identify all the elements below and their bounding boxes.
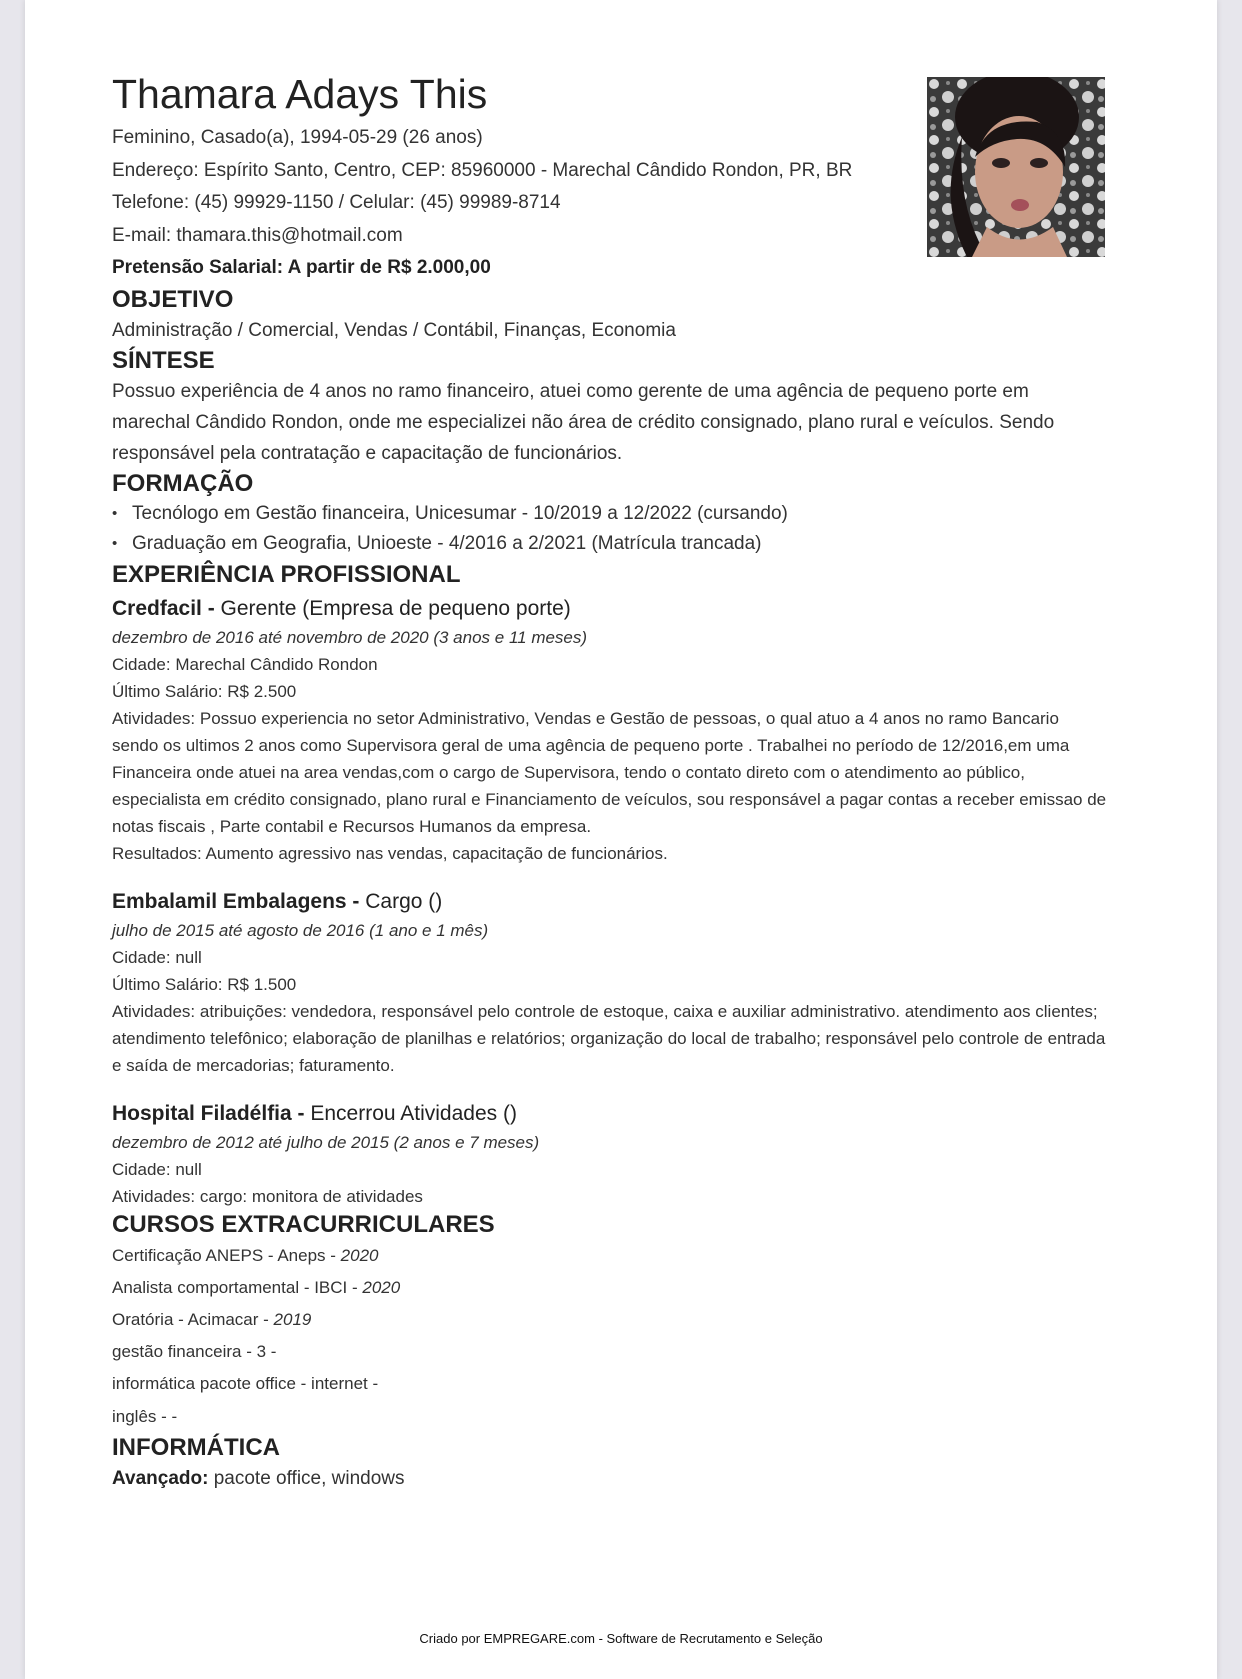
section-title-cursos: CURSOS EXTRACURRICULARES	[112, 1210, 495, 1238]
sintese-text: Possuo experiência de 4 anos no ramo financeiro, atuei como gerente de uma agência de pequeno porte em marechal Cândido Rondon, onde me especializei não área de crédito consignado, plano rural e veículos. Sendo responsável pela contratação e capacitação de funcionários.	[112, 380, 1055, 464]
job-activities: Atividades: atribuições: vendedora, responsável pelo controle de estoque, caixa e auxiliar administrativo. atendimento aos clientes; atendimento telefônico; elaboração de planilhas e relatórios; organização do local de trabalho; responsável pelo controle de entrada e saída de mercadorias; faturamento.	[112, 1001, 1106, 1075]
informatica-level: Avançado:	[112, 1467, 209, 1489]
job-entry	[112, 594, 1107, 867]
job-title	[112, 1099, 1107, 1129]
salary-expectation: Pretensão Salarial: A partir de R$ 2.000,00	[112, 257, 491, 278]
course-text: Certificação ANEPS - Aneps -	[112, 1245, 341, 1265]
email-info: E-mail: thamara.this@hotmail.com	[112, 224, 403, 246]
job-company: Embalamil Embalagens -	[112, 889, 360, 913]
course-item	[112, 1401, 1107, 1433]
section-title-objetivo: OBJETIVO	[112, 285, 234, 313]
job-role: Cargo ()	[359, 889, 443, 913]
course-item	[112, 1368, 1107, 1400]
course-item	[112, 1272, 1107, 1304]
section-title-experiencia: EXPERIÊNCIA PROFISSIONAL	[112, 560, 461, 588]
formacao-item: • Graduação em Geografia, Unioeste - 4/2016 a 2/2021 (Matrícula trancada)	[112, 529, 1107, 560]
job-title	[112, 594, 1107, 624]
section-title-informatica: INFORMÁTICA	[112, 1433, 280, 1461]
job-results: Resultados: Aumento agressivo nas vendas, capacitação de funcionários.	[112, 843, 668, 863]
formacao-list	[112, 499, 1107, 560]
candidate-name: Thamara Adays This	[112, 71, 488, 117]
job-salary: Último Salário: R$ 1.500	[112, 974, 297, 994]
job-role: Gerente (Empresa de pequeno porte)	[214, 596, 571, 620]
resume-content	[112, 68, 1107, 1495]
objetivo-text: Administração / Comercial, Vendas / Contábil, Finanças, Economia	[112, 319, 676, 341]
job-entry	[112, 887, 1107, 1079]
cursos-list	[112, 1240, 1107, 1433]
course-text: gestão financeira - 3 -	[112, 1342, 277, 1362]
course-year: 2019	[273, 1309, 312, 1329]
course-item	[112, 1304, 1107, 1336]
job-period: dezembro de 2016 até novembro de 2020 (3 anos e 11 meses)	[112, 627, 588, 647]
phone-info: Telefone: (45) 99929-1150 / Celular: (45) 99989-8714	[112, 192, 561, 213]
job-title	[112, 887, 1107, 917]
job-period: dezembro de 2012 até julho de 2015 (2 anos e 7 meses)	[112, 1132, 540, 1152]
footer-credit: Criado por EMPREGARE.com - Software de Recrutamento e Seleção	[419, 1631, 823, 1646]
course-text: Oratória - Acimacar -	[112, 1309, 274, 1329]
job-role: Encerrou Atividades ()	[304, 1101, 517, 1125]
job-city: Cidade: Marechal Cândido Rondon	[112, 654, 378, 674]
job-entry	[112, 1099, 1107, 1210]
course-year: 2020	[362, 1277, 401, 1297]
job-salary: Último Salário: R$ 2.500	[112, 681, 297, 701]
job-company: Hospital Filadélfia -	[112, 1101, 305, 1125]
course-text: Analista comportamental - IBCI -	[112, 1277, 363, 1297]
job-city: Cidade: null	[112, 1159, 202, 1179]
personal-info: Feminino, Casado(a), 1994-05-29 (26 anos)	[112, 127, 483, 148]
course-item	[112, 1336, 1107, 1368]
job-company: Credfacil -	[112, 596, 215, 620]
job-city: Cidade: null	[112, 947, 202, 967]
informatica-skills	[112, 1463, 1107, 1495]
job-activities: Atividades: Possuo experiencia no setor Administrativo, Vendas e Gestão de pessoas, o qual atuo a 4 anos no ramo Bancario sendo os ultimos 2 anos como Supervisora geral de uma agência de pequeno porte . Trabalhei no período de 12/2016,em uma Financeira onde atuei na area vendas,com o cargo de Supervisora, tendo o contato direto com o atendimento ao público, especialista em crédito consignado, plano rural e Financiamento de veículos, sou responsável a pagar contas a receber emissao de notas fiscais , Parte contabil e Recursos Humanos da empresa.	[112, 708, 1107, 836]
address-info: Endereço: Espírito Santo, Centro, CEP: 85960000 - Marechal Cândido Rondon, PR, BR	[112, 159, 853, 181]
course-text: inglês - -	[112, 1406, 178, 1426]
section-title-sintese: SÍNTESE	[112, 346, 215, 374]
formacao-item: • Tecnólogo em Gestão financeira, Unicesumar - 10/2019 a 12/2022 (cursando)	[112, 499, 1107, 530]
course-item	[112, 1240, 1107, 1272]
job-period: julho de 2015 até agosto de 2016 (1 ano e 1 mês)	[112, 920, 489, 940]
section-title-formacao: FORMAÇÃO	[112, 469, 254, 497]
job-activities: Atividades: cargo: monitora de atividades	[112, 1186, 423, 1206]
informatica-items: pacote office, windows	[208, 1467, 405, 1489]
course-text: informática pacote office - internet -	[112, 1374, 379, 1394]
course-year: 2020	[340, 1245, 379, 1265]
